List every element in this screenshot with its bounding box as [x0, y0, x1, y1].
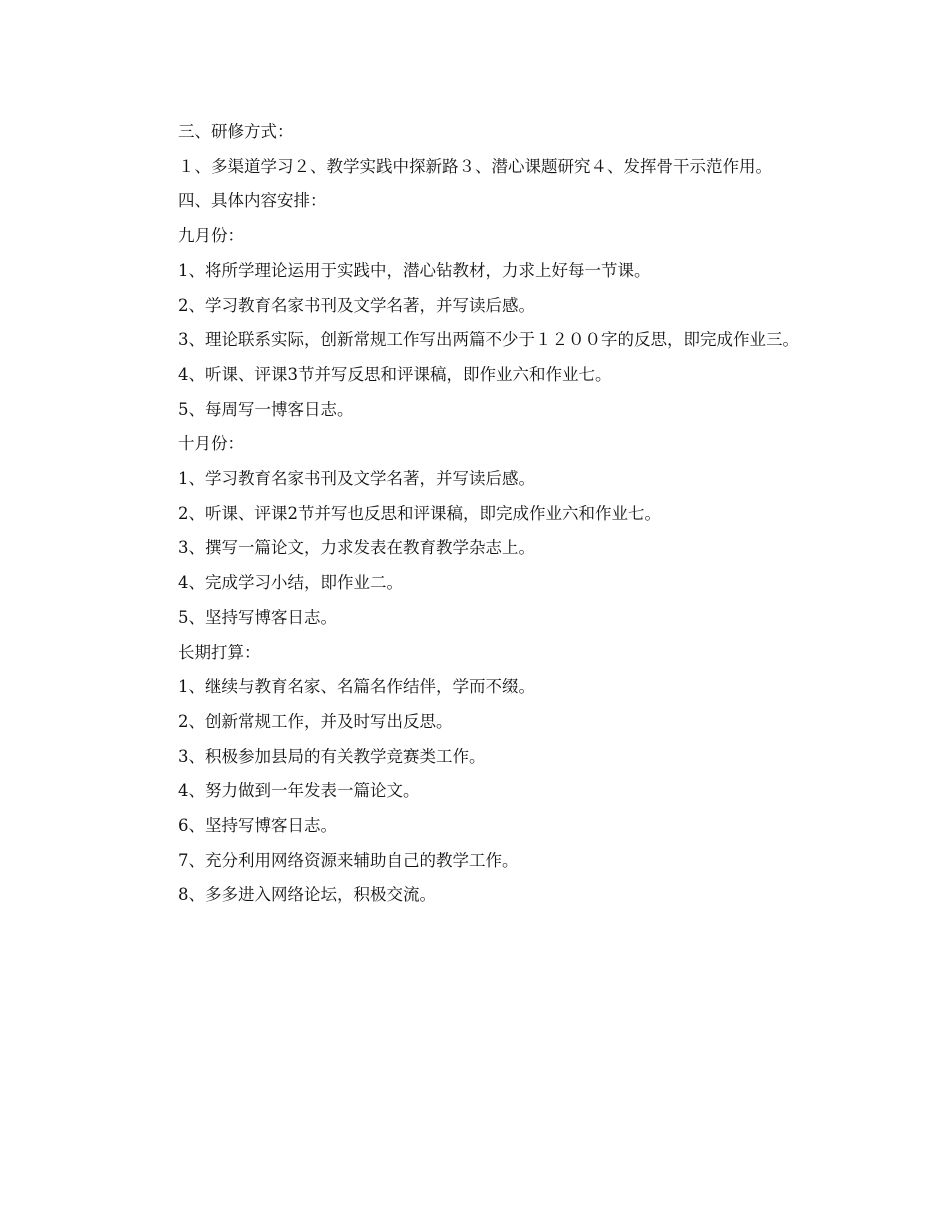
list-item: 4、听课、评课3节并写反思和评课稿，即作业六和作业七。 — [178, 364, 612, 384]
subheading-october: 十月份： — [178, 434, 244, 454]
list-item: 5、坚持写博客日志。 — [178, 607, 337, 627]
list-item: 1、学习教育名家书刊及文学名著，并写读后感。 — [178, 469, 535, 489]
list-item: 7、充分利用网络资源来辅助自己的教学工作。 — [178, 850, 519, 870]
list-item: 2、创新常规工作，并及时写出反思。 — [178, 711, 453, 731]
subheading-long-term: 长期打算： — [178, 642, 261, 662]
list-item: 4、努力做到一年发表一篇论文。 — [178, 781, 420, 801]
list-item: 2、学习教育名家书刊及文学名著，并写读后感。 — [178, 295, 535, 315]
list-item: 4、完成学习小结，即作业二。 — [178, 573, 403, 593]
list-item: 3、理论联系实际，创新常规工作写出两篇不少于１２００字的反思，即完成作业三。 — [178, 330, 799, 350]
list-item: 6、坚持写博客日志。 — [178, 816, 337, 836]
list-item: 3、撰写一篇论文，力求发表在教育教学杂志上。 — [178, 538, 535, 558]
section-heading-methods: 三、研修方式： — [178, 122, 294, 141]
document-body — [145, 115, 810, 913]
subheading-september: 九月份： — [178, 226, 244, 246]
list-item: 5、每周写一博客日志。 — [178, 399, 354, 419]
methods-list-paragraph: １、多渠道学习２、教学实践中探新路３、潜心课题研究４、发挥骨干示范作用。 — [178, 156, 772, 176]
list-item: 1、将所学理论运用于实践中，潜心钻教材，力求上好每一节课。 — [178, 260, 651, 280]
list-item: 8、多多进入网络论坛，积极交流。 — [178, 885, 436, 905]
list-item: 3、积极参加县局的有关教学竞赛类工作。 — [178, 746, 486, 766]
section-heading-schedule: 四、具体内容安排： — [178, 191, 327, 211]
list-item: 2、听课、评课2节并写也反思和评课稿，即完成作业六和作业七。 — [178, 503, 661, 523]
list-item: 1、继续与教育名家、名篇名作结伴，学而不缀。 — [178, 677, 535, 697]
